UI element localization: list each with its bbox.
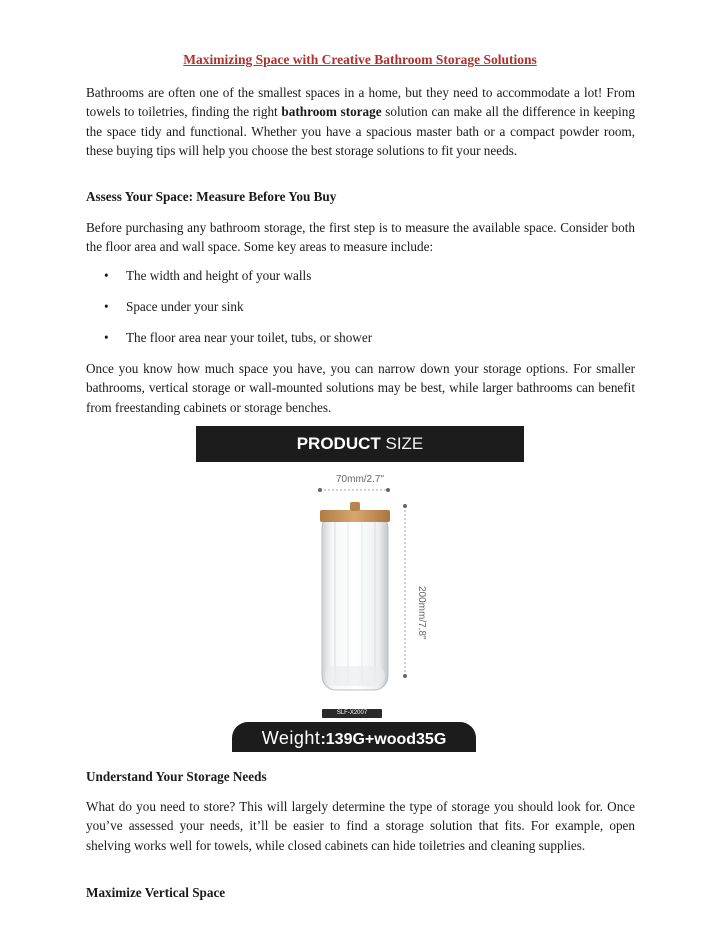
bullet-dot-icon: • — [104, 268, 109, 283]
needs-paragraph: What do you need to store? This will largely determine the type of storage you should look for. Once you’ve assessed your needs, it’ll be easier to find a storage solution that fits. For example, open shelving works well for towels, while closed cabinets can hide toiletries and cleaning supplies. — [86, 799, 635, 853]
bullet-text: The floor area near your toilet, tubs, or shower — [126, 330, 373, 345]
bullet-dot-icon: • — [104, 330, 109, 345]
weight-banner — [232, 722, 476, 752]
section-heading-vertical: Maximize Vertical Space — [86, 885, 226, 900]
weight-value: :139G+wood35G — [320, 731, 447, 748]
intro-paragraph — [86, 83, 635, 161]
height-dimension-label: 200mm/7.8" — [416, 586, 427, 640]
page-title: Maximizing Space with Creative Bathroom Storage Solutions — [183, 52, 537, 67]
banner-light-text: SIZE — [380, 434, 424, 453]
intro-text-after: solution can make all the difference in keeping the space tidy and functional. Whether you have a spacious master bath or a compact powder room, these buying tips will help you choose the best storage solutions to fit your needs. — [86, 104, 635, 159]
model-tag: SLF-X2007 — [322, 709, 382, 718]
assess-paragraph: Before purchasing any bathroom storage, the first step is to measure the available space. Consider both the floor area and wall space. Some key areas to measure include: — [86, 220, 635, 255]
intro-text-before: Bathrooms are often one of the smallest spaces in a home, but they need to accommodate a lot! From towels to toiletries, finding the right — [86, 85, 635, 120]
section-heading-assess: Assess Your Space: Measure Before You Buy — [86, 189, 337, 204]
width-dimension-label: 70mm/2.7" — [336, 474, 385, 485]
intro-keyword: bathroom storage — [281, 104, 382, 120]
bullet-text: Space under your sink — [126, 299, 244, 314]
space-paragraph: Once you know how much space you have, you can narrow down your storage options. For smaller bathrooms, vertical storage or wall-mounted solutions may be best, while larger bathrooms can benefit from freestanding cabinets or storage benches. — [86, 361, 635, 415]
banner-bold-text: PRODUCT — [296, 434, 381, 453]
bullet-text: The width and height of your walls — [126, 268, 312, 283]
weight-label: Weight — [261, 728, 321, 748]
bullet-item — [104, 328, 372, 347]
section-heading-needs: Understand Your Storage Needs — [86, 769, 267, 784]
bullet-dot-icon: • — [104, 299, 109, 314]
product-size-image — [196, 426, 524, 756]
bullet-item — [104, 266, 311, 285]
bullet-item — [104, 297, 244, 316]
